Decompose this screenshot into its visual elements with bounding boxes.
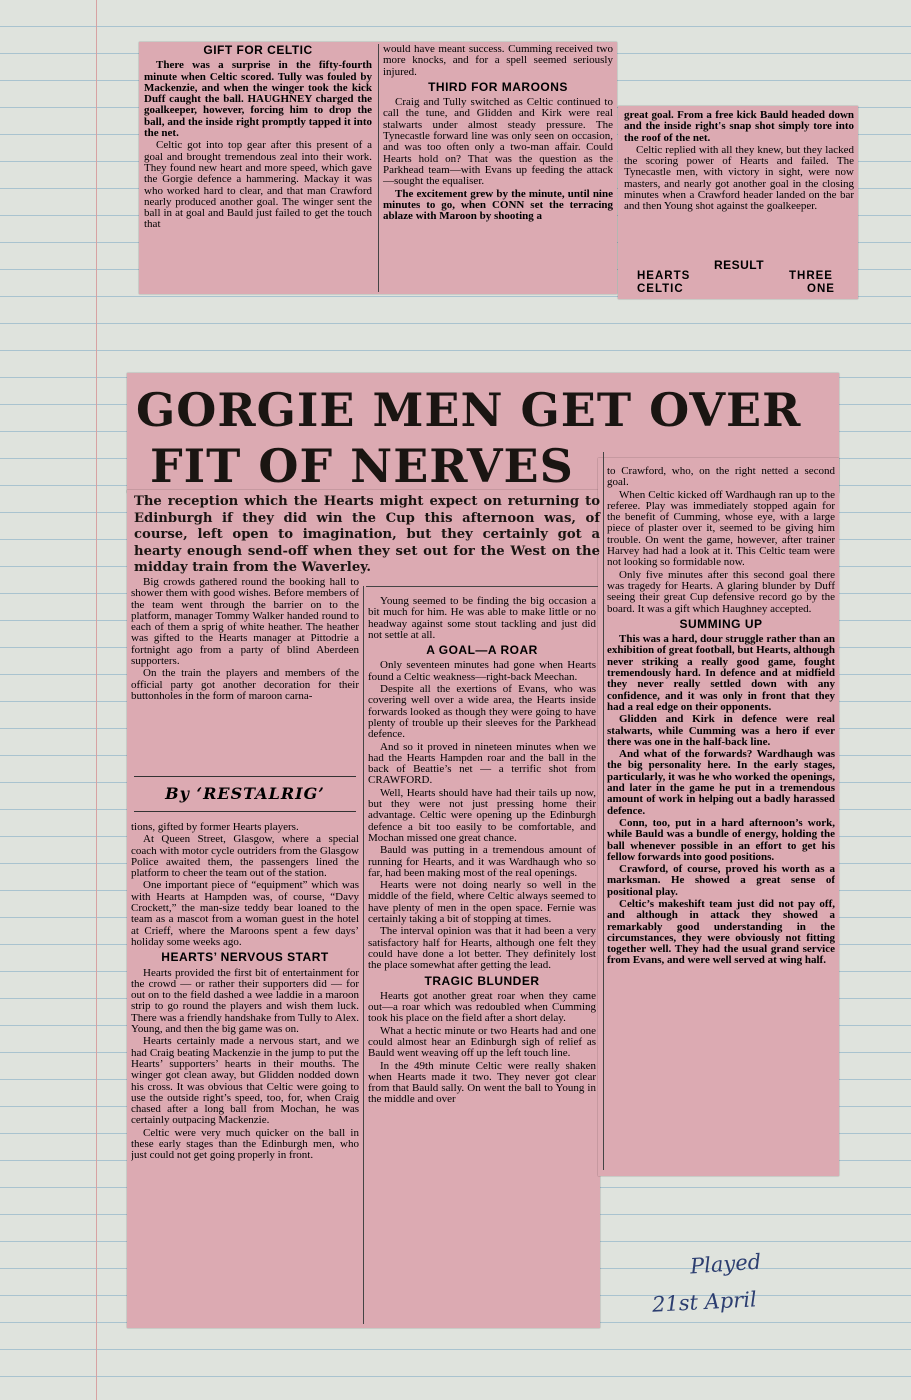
col2-bottom-para-3: In the 49th minute Celtic were really shaken when Hearts made it two. They never got clear from that Bauld sally. On went the ball to Young in the middle and over — [368, 1059, 596, 1106]
col1-top-para-1: Big crowds gathered round the booking hall to shower them with good wishes. Before members of the team went through the barrier on to the platform, manager Tommy Walker handed round to each of them a sprig of white heather. The heather was gifted to the Hearts manager at Pittodrie a fortnight ago from a party of blind Aberdeen supporters. — [131, 577, 359, 668]
col3-bottom-para-1: This was a hard, dour struggle rather than an exhibition of great football, but Hearts, although never striking a really good game, fought tremendously hard. In defence and at midfield they never really settled down with any confidence, and it was only in front that they had a real edge on their opponents. — [607, 633, 835, 713]
article-column-1-bottom — [131, 822, 359, 1324]
col3-bottom-para-2: Glidden and Kirk in defence were real stalwarts, while Cumming was a hero if ever there was one in the half-back line. — [607, 713, 835, 748]
article-standfirst: The reception which the Hearts might expect on returning to Edinburgh if they did win the Cup this afternoon was, of course, left open to imagination, but they certainly got a hearty enough send-off when they set out for the West on the midday train from the Waverley. — [134, 494, 600, 576]
col2-mid-para-4: Well, Hearts should have had their tails up now, but they were not just pressing home their advantage. Celtic were opening up the Edinburgh defence a bit too easily to be comfortable, and Mochan missed one great chance. — [368, 786, 596, 844]
clip1-col2-para3: The excitement grew by the minute, until nine minutes to go, when CONN set the terracing ablaze with Maroon by shooting a — [383, 187, 613, 223]
summing-up-section — [607, 634, 835, 967]
heading-tragic-blunder: TRAGIC BLUNDER — [424, 973, 540, 988]
col1-bottom-para-1: tions, gifted by former Hearts players. — [131, 822, 299, 833]
headline-right-divider — [603, 452, 604, 1170]
col3-top-para-1: to Crawford, who, on the right netted a second goal. — [607, 466, 835, 489]
clip1-column-2 — [383, 44, 613, 292]
col2-mid-para-2: Despite all the exertions of Evans, who was covering well over a wide area, the Hearts inside forwards looked as though they were going to have plenty of trouble up their sleeves for the Parkhead defence. — [368, 683, 596, 741]
col2-bottom-para-2: What a hectic minute or two Hearts had and one could almost hear an Edinburgh sigh of relief as Bauld went weaving off up the left touch line. — [368, 1024, 596, 1060]
clip1-heading-third-for-maroons: THIRD FOR MAROONS — [428, 79, 568, 94]
col2-bottom-para-1: Hearts got another great roar when they came out—a roar which was redoubled when Cumming took his place on the field after a short delay. — [368, 989, 596, 1025]
col2-mid-para-3: And so it proved in nineteen minutes when we had the Hearts Hampden roar and the ball in the back of Beattie’s net — a terrific shot from CRAWFORD. — [368, 740, 596, 787]
clip1-divider-1 — [378, 44, 379, 292]
result-team-hearts: HEARTS — [637, 270, 691, 282]
standfirst-underline — [366, 586, 598, 587]
heading-a-goal-a-roar: A GOAL—A ROAR — [426, 643, 538, 658]
col1-bottom-para-2: At Queen Street, Glasgow, where a special coach with motor cycle outriders from the Glasgow Police awaited them, the passengers lined the platform to cheer the team out of the station. — [131, 833, 359, 880]
col3-top-para-3: Only five minutes after this second goal there was tragedy for Hearts. A glaring blunder by Duff seeing their great Cup defensive record go by the board. It was a gift which Haughney accepted. — [607, 568, 835, 615]
col1-bottom-para-3: One important piece of “equipment” which was with Hearts at Hampden was, of course, “Davy Crockett,” the man-size teddy bear loaned to the team as a mascot from a woman guest in the hotel at Crieff, where the Maroons spent a few days’ holiday some weeks ago. — [131, 879, 359, 948]
result-score-celtic: ONE — [807, 283, 835, 295]
article-column-3 — [607, 466, 835, 1174]
result-team-celtic: CELTIC — [637, 283, 684, 295]
col3-bottom-para-4: Conn, too, put in a hard afternoon’s work, while Bauld was a bundle of energy, holding the ball whenever possible in an effort to get his fellow forwards into good positions. — [607, 816, 835, 863]
col3-bottom-para-6: Celtic’s makeshift team just did not pay off, and although in attack they showed a remarkably good understanding in the circumstances, they were obviously not fitting together well. They had the usual grand service from Evans, and were well served at wing half. — [607, 897, 835, 967]
clip1-col3-para2: Celtic replied with all they knew, but they lacked the scoring power of Hearts and failed. The Tynecastle men, with victory in sight, were now masters, and nearly got another goal in the closing minutes when a Crawford header landed on the bar and then Young shot against the goalkeeper. — [624, 143, 854, 213]
result-heading: RESULT — [713, 258, 765, 272]
headline-line-1: GORGIE MEN GET OVER — [136, 383, 802, 437]
page-margin-line — [96, 0, 97, 1400]
col2-top-para-1: Young seemed to be finding the big occasion a bit much for him. He was able to make little or no headway against some stout tackling and just did not settle at all. — [368, 596, 596, 641]
col1-top-para-2: On the train the players and members of the official party got another decoration for their buttonholes in the form of maroon carna- — [131, 667, 359, 702]
result-score-hearts: THREE — [789, 270, 833, 282]
article-column-divider-1 — [363, 586, 364, 1324]
col2-mid-para-1: Only seventeen minutes had gone when Hearts found a Celtic weakness—right-back Meechan. — [368, 659, 596, 683]
col1-after-para-1: Hearts provided the first bit of entertainment for the crowd — or rather their supporters did — for out on to the field dashed a wee laddie in a maroon strip to go round the players and wish them luck. There was a friendly handshake from Tully to Alex. Young, and then the big game was on. — [131, 966, 359, 1036]
clip1-col2-para2: Craig and Tully switched as Celtic continued to call the tune, and Glidden and Kirk were real stalwarts under almost steady pressure. The Tynecastle forward line was only seen on occasion, and was too often only a two-man affair. Could Hearts hold on? That was the question as the Parkhead team—with Evans up feeding the attack—sought the equaliser. — [383, 96, 613, 188]
article-column-1-top — [131, 577, 359, 775]
col3-top-para-2: When Celtic kicked off Wardhaugh ran up to the referee. Play was immediately stopped again for the benefit of Cumming, whose eye, with a large piece of plaster over it, seemed to be giving him trouble. On went the game, however, after trainer Harvey had had a look at it. This Celtic team were not looking so formidable now. — [607, 488, 835, 569]
col1-after-para-2: Hearts certainly made a nervous start, and we had Craig beating Mackenzie in the jump to put the Hearts’ supporters’ hearts in their mouths. The winger got clean away, but Glidden nodded down his cross. It was obvious that Celtic were going to use the outside right’s speed, too, for, when Craig chased after a long ball from Mochan, he was certainly outpacing Mackenzie. — [131, 1035, 359, 1127]
headline-line-2: FIT OF NERVES — [150, 439, 574, 493]
article-column-2 — [368, 596, 596, 1326]
heading-summing-up: SUMMING UP — [679, 616, 763, 631]
col3-bottom-para-5: Crawford, of course, proved his worth as a marksman. He showed a great sense of positional play. — [607, 863, 835, 898]
clip1-col1-para1: There was a surprise in the fifty-fourth minute when Celtic scored. Tully was fouled by Mackenzie, and when the winger took the kick Duff caught the ball. HAUGHNEY charged the goalkeeper, however, forcing him to drop the ball, and the inside right promptly tapped it into the net. — [144, 59, 372, 140]
clip1-heading-gift-for-celtic: GIFT FOR CELTIC — [203, 44, 313, 57]
handwritten-note-played: Played — [689, 1249, 762, 1279]
handwritten-note-date: 21st April — [651, 1287, 758, 1317]
col1-after-para-3: Celtic were very much quicker on the ball in these early stages than the Edinburgh men, who just could not get going properly in front. — [131, 1126, 359, 1162]
col2-mid-para-6: Hearts were not doing nearly so well in the middle of the field, where Celtic always seemed to have plenty of men in the open space. Fernie was certainly taking a bit of stopping at times. — [368, 879, 596, 926]
heading-hearts-nervous-start: HEARTS’ NERVOUS START — [161, 950, 329, 965]
clip1-col3-para1: great goal. From a free kick Bauld headed down and the inside right's snap shot simply tore into the roof of the net. — [624, 110, 854, 144]
clip1-col1-para2: Celtic got into top gear after this present of a goal and brought tremendous zeal into their work. They found new heart and more speed, which gave the Gorgie defence a hammering. Mackay it was who worked hard to clear, and that man Crawford nearly produced another goal. The winger sent the ball in at goal and Bauld just failed to get the touch that — [144, 139, 372, 231]
col3-bottom-para-3: And what of the forwards? Wardhaugh was the big personality here. In the early stages, particularly, it was he who worked the openings, and later in the game he put in a tremendous amount of work in helping out a badly harassed defence. — [607, 748, 835, 817]
article-byline: By ‘RESTALRIG’ — [134, 776, 356, 812]
clip1-column-3 — [624, 110, 854, 260]
col2-mid-para-5: Bauld was putting in a tremendous amount of running for Hearts, and it was Wardhaugh who so far, had been making most of the real openings. — [368, 844, 596, 879]
clip1-col2-para1: would have meant success. Cumming received two more knocks, and for a spell seemed seriously injured. — [383, 44, 613, 78]
clip1-column-1 — [144, 44, 372, 292]
col2-mid-para-7: The interval opinion was that it had been a very satisfactory half for Hearts, although one felt they could have done a lot better. They definitely lost the place somewhat after getting the lead. — [368, 925, 596, 972]
